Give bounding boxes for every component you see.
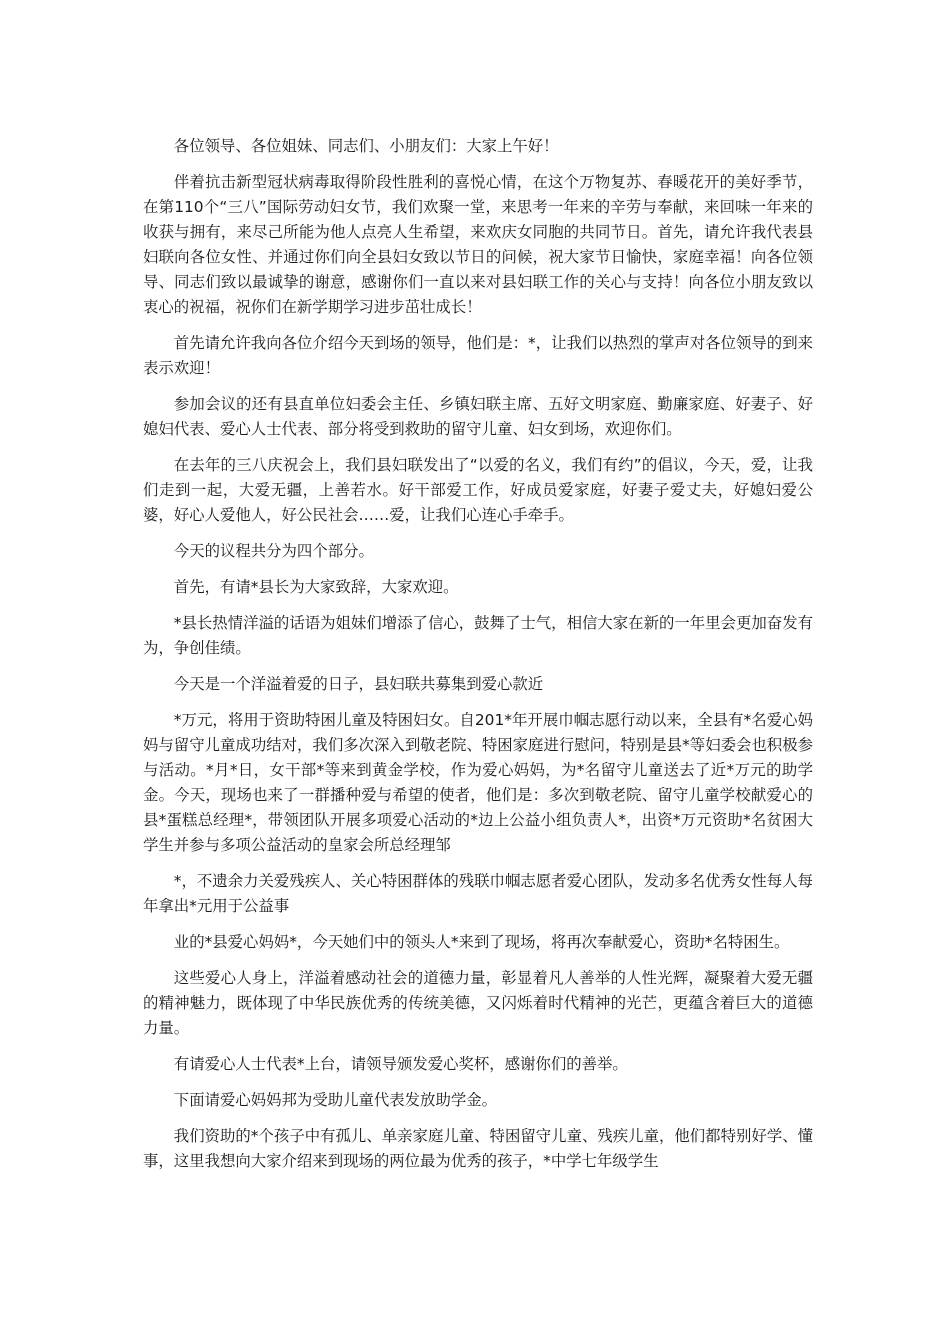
paragraph-scholarship: 下面请爱心妈妈邦为受助儿童代表发放助学金。 <box>173 1091 498 1109</box>
paragraph-loving-mothers: 业的*县爱心妈妈*，今天她们中的领头人*来到了现场，将再次奉献爱心，资助*名特困生。 <box>173 933 790 951</box>
paragraph-attendees: 参加会议的还有县直单位妇委会主任、乡镇妇联主席、五好文明家庭、勤廉家庭、好妻子、好媳妇代表、爱心人士代表、部分将受到救助的留守儿童、妇女到场，欢迎你们。 <box>143 395 813 438</box>
document-body <box>143 134 813 1185</box>
paragraph-leaders-intro: 首先请允许我向各位介绍今天到场的领导，他们是：*，让我们以热烈的掌声对各位领导的到来表示欢迎！ <box>143 334 813 377</box>
paragraph-moral-power: 这些爱心人身上，洋溢着感动社会的道德力量，彰显着凡人善举的人性光辉，凝聚着大爱无疆的精神魅力，既体现了中华民族优秀的传统美德，又闪烁着时代精神的光芒，更蕴含着巨大的道德力量。 <box>143 969 813 1037</box>
paragraph-donation-intro: 今天是一个洋溢着爱的日子，县妇联共募集到爱心款近 <box>173 675 544 693</box>
paragraph-agenda: 今天的议程共分为四个部分。 <box>173 542 374 560</box>
paragraph-volunteer-team: *，不遗余力关爱残疾人、关心特困群体的残联巾帼志愿者爱心团队，发动多名优秀女性每人每年拿出*元用于公益事 <box>143 872 813 915</box>
paragraph-greeting: 各位领导、各位姐妹、同志们、小朋友们：大家上午好！ <box>173 137 559 155</box>
paragraph-initiative: 在去年的三八庆祝会上，我们县妇联发出了“以爱的名义，我们有约”的倡议，今天，爱，让我们走到一起，大爱无疆，上善若水。好干部爱工作，好成员爱家庭，好妻子爱丈夫，好媳妇爱公婆，好心人爱他人，好公民社会……爱，让我们心连心手牵手。 <box>143 456 813 524</box>
paragraph-encouragement: *县长热情洋溢的话语为姐妹们增添了信心，鼓舞了士气，相信大家在新的一年里会更加奋发有为，争创佳绩。 <box>143 614 813 657</box>
paragraph-donation-details: *万元，将用于资助特困儿童及特困妇女。自201*年开展巾帼志愿行动以来，全县有*名爱心妈妈与留守儿童成功结对，我们多次深入到敬老院、特困家庭进行慰问，特别是县*等妇委会也积极参与活动。*月*日，女干部*等来到黄金学校，作为爱心妈妈，为*名留守儿童送去了近*万元的助学金。今天，现场也来了一群播种爱与希望的使者，他们是：多次到敬老院、留守儿童学校献爱心的县*蛋糕总经理*，带领团队开展多项爱心活动的*边上公益小组负责人*，出资*万元资助*名贫困大学生并参与多项公益活动的皇家会所总经理邹 <box>143 711 813 854</box>
paragraph-award: 有请爱心人士代表*上台，请领导颁发爱心奖杯，感谢你们的善举。 <box>173 1055 628 1073</box>
paragraph-county-head: 首先，有请*县长为大家致辞，大家欢迎。 <box>173 578 459 596</box>
paragraph-children: 我们资助的*个孩子中有孤儿、单亲家庭儿童、特困留守儿童、残疾儿童，他们都特别好学、懂事，这里我想向大家介绍来到现场的两位最为优秀的孩子，*中学七年级学生 <box>143 1127 813 1170</box>
paragraph-opening: 伴着抗击新型冠状病毒取得阶段性胜利的喜悦心情，在这个万物复苏、春暖花开的美好季节，在第110个“三八”国际劳动妇女节，我们欢聚一堂，来思考一年来的辛劳与奉献，来回味一年来的收获与拥有，来尽己所能为他人点亮人生希望，来欢庆女同胞的共同节日。首先，请允许我代表县妇联向各位女性、并通过你们向全县妇女致以节日的问候，祝大家节日愉快，家庭幸福！向各位领导、同志们致以最诚挚的谢意，感谢你们一直以来对县妇联工作的关心与支持！向各位小朋友致以衷心的祝福，祝你们在新学期学习进步茁壮成长！ <box>143 173 813 316</box>
